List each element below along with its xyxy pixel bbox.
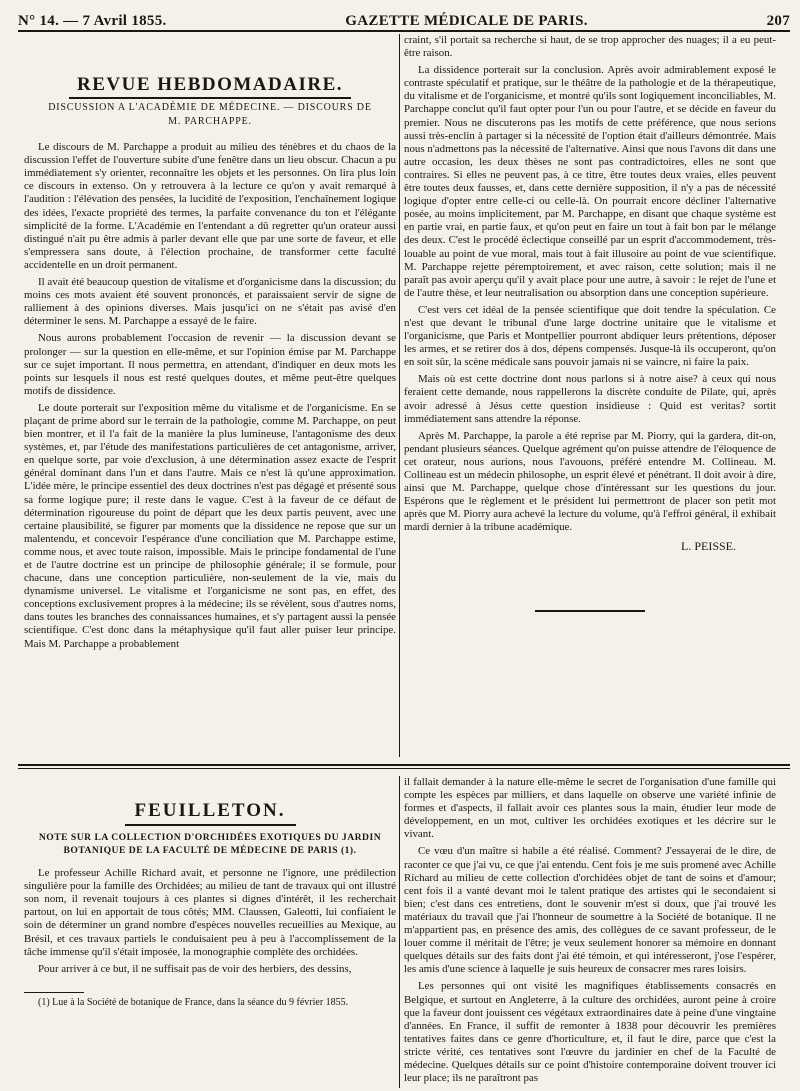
revue-cont-paragraph: Mais où est cette doctrine dont nous parlons si à notre aise? à ceux qui nous feraient cette demande, nous rappellerons la discrète conduite de Pilate, qui, après avoir adressé à Jésus cette question insidieuse : Quid est veritas? sortit immédiatement sans attendre la réponse. — [404, 373, 776, 425]
feuilleton-separator — [18, 764, 790, 766]
feuilleton-cont-paragraph: il fallait demander à la nature elle-même le secret de l'organisation d'une famille qui compte les espèces par milliers, et dans laquelle on observe une variété infinie de formes et d'aspects, il fallait avoir ces plantes sous la main, étudier leur mode de développement, en un mot, cultiver les orchidées exotiques et les décrire sur le vivant. — [404, 776, 776, 841]
end-rule — [535, 610, 645, 612]
signature: L. PEISSE. — [680, 539, 736, 554]
feuilleton-paragraph: Le professeur Achille Richard avait, et personne ne l'ignore, une prédilection singulière pour la famille des Orchidées; au milieu de tant de travaux qui ont illustré son nom, il revenait toujours à ces plantes si dignes d'intérêt, il les recherchait partout, on lui en apportait de tous côtés; MM. Claussen, Galeotti, lui confiaient le soin de déterminer un grand nombre d'espèces nouvelles recueillies au Mexique, au Brésil, et ces travaux partiels le conduisaient peu à peu à l'accomplissement de la tâche immense qu'il s'était imposée, la monographie complète des orchidées. — [24, 867, 396, 958]
feuilleton-cont-paragraph: Les personnes qui ont visité les magnifiques établissements consacrés en Belgique, et surtout en Angleterre, à la culture des orchidées, auront peine à croire que la faveur dont jouissent ces végétaux extraordinaires date à peine d'une vingtaine d'années. En France, il suffit de remonter à 1838 pour découvrir les premières tentatives faites dans ce genre d'horticulture, et, il faut le dire, parce que c'est la stricte vérité, ces tentatives sont l'œuvre du jardinier en chef de la Faculté de médecine. Quelques détails sur ce point d'histoire contemporaine doivent trouver ici leur place; ils ne paraîtront pas — [404, 980, 776, 1085]
revue-title: REVUE HEBDOMADAIRE. — [24, 78, 396, 91]
feuilleton-cont-paragraph: Ce vœu d'un maître si habile a été réalisé. Comment? J'essayerai de le dire, de raconter ce que j'ai vu, ce que j'ai entendu. Cent fois je me suis promené avec Achille Richard au milieu de cette collection d'orchidées objet de tant de soins et d'amour; cent fois il a vanté devant moi le talent pratique des artistes qui le secondaient si bien; c'est dans ces entretiens, dont le souvenir m'est si doux, que j'ai trouvé les matériaux du travail que j'ai l'honneur de soumettre à la Société de botanique. Il ne m'appartient pas, en présence des amis, des collègues de ce savant professeur, de le louer comme il méritait de l'être; je veux seulement honorer sa mémoire en donnant quelques détails sur des faits dont j'ai été témoin, et qui intéresseront, j'ose l'espérer, les amis d'une science à laquelle je suis heureux de consacrer mes rares loisirs. — [404, 845, 776, 976]
revue-cont-paragraph: Après M. Parchappe, la parole a été reprise par M. Piorry, qui la gardera, dit-on, pendant plusieurs séances. Quelque agrément qu'on puisse attendre de l'éloquence de cet orateur, nous aurions, nous l'avouons, préféré entendre M. Collineau. M. Collineau est un médecin philosophe, un esprit élevé et pénétrant. Il doit avoir à dire, ainsi que M. Parchappe, quelque chose d'intéressant sur les questions du jour. Espérons que le règlement et le président lui permettront de placer son petit mot après que M. Piorry aura achevé la lecture du volume, qu'à l'effroi général, il exhibait mardi dernier à la tribune académique. — [404, 429, 776, 534]
revue-column — [24, 34, 396, 757]
revue-cont-paragraph: craint, s'il portait sa recherche si haut, de se trop approcher des nuages; il a eu peut-être raison. — [404, 34, 776, 60]
feuilleton-continued-column — [404, 776, 776, 1088]
revue-cont-paragraph: La dissidence porterait sur la conclusion. Après avoir admirablement exposé le contraste spéculatif et pratique, sur le théâtre de la pathologie et de la thérapeutique, du vitalisme et de l'organicisme, et montré qu'ils sont logiquement inconciliables, M. Parchappe conclut qu'il faut opter pour l'un ou pour l'autre, et se décide en faveur du premier. Nous ne discuterons pas les motifs de cette préférence, que nous serions aussi très-enclin à partager si la nécessité de l'option était d'ailleurs démontrée. Mais nous n'admettons pas la nécessité de l'alternative. Ainsi que nous l'avons dit dans une autre occasion, les deux thèses ne sont pas contradictoires, elles ne sont que contraires. Si elles ne peuvent pas, à ce titre, être toutes deux vraies, elles peuvent être toutes deux fausses, et, dans cette dernière supposition, il n'y a pas de nécessité logique d'opter entre celle-ci ou celle-là. On pourrait encore décliner l'alternative posée, au moins implicitement, par M. Parchappe, en disant que chaque système est en partie vrai, en partie faux, et qu'on peut en faire un tout à fait bon par le mélange des deux. C'est le procédé éclectique conseillé par un esprit d'accommodement, très-louable au point de vue moral, mais tout à fait illusoire au point de vue scientifique. M. Parchappe rejette péremptoirement, et avec raison, cette solution; mais il ne paraît pas avoir aperçu qu'il y avait place pour une autre, à savoir : le rejet de l'une et de l'autre thèse, et leur neutralisation ou absorption dans une conception supérieure. — [404, 64, 776, 299]
revue-paragraph: Il avait été beaucoup question de vitalisme et d'organicisme dans la discussion; du moins ces mots avaient été souvent prononcés, et paraissaient servir de signe de ralliement à des opinions diverses. Mais jusqu'ici on ne s'était pas avisé d'en déterminer le sens. M. Parchappe a essayé de le faire. — [24, 276, 396, 328]
revue-subtitle: DISCUSSION A L'ACADÉMIE DE MÉDECINE. — DISCOURS DE M. PARCHAPPE. — [48, 102, 372, 128]
column-divider — [399, 34, 400, 757]
revue-paragraph: Nous aurons probablement l'occasion de revenir — la discussion devant se prolonger — sur la question en elle-même, et sur l'opinion émise par M. Parchappe sur ce sujet important. Il nous permettra, en attendant, d'indiquer en deux mots les points sur lesquels il nous est resté quelques doutes, et même peut-être quelques motifs de dissidence. — [24, 332, 396, 397]
feuilleton-title: FEUILLETON. — [24, 804, 396, 817]
feuilleton-paragraph: Pour arriver à ce but, il ne suffisait pas de voir des herbiers, des dessins, — [38, 962, 352, 975]
feuilleton-separator-thin — [18, 768, 790, 769]
note-title: NOTE SUR LA COLLECTION D'ORCHIDÉES EXOTIQUES DU JARDIN BOTANIQUE DE LA FACULTÉ DE MÉDECINE DE PARIS (1). — [38, 832, 382, 857]
revue-paragraph: Le discours de M. Parchappe a produit au milieu des ténèbres et du chaos de la discussion l'effet de l'ouverture subite d'une fenêtre dans un lieu obscur. Chacun a pu immédiatement s'y orienter, reconnaître les objets et les personnes. On lira plus loin ce discours in extenso. On y retrouvera à la lecture ce qu'on y avait remarqué à l'audition : l'élévation des pensées, la lucidité de l'exposition, l'enchaînement logique des idées, l'exacte propriété des termes, la parfaite convenance du ton et l'élégante simplicité de la forme. L'Académie en l'entendant a dû regretter qu'un orateur aussi distingué n'ait pu être admis à parler devant elle que par une sorte de faveur, et elle s'empressera sans doute, à l'élection prochaine, de transformer cette faculté accidentelle en un droit permanent. — [24, 141, 396, 271]
revue-paragraph: Le doute porterait sur l'exposition même du vitalisme et de l'organicisme. En se plaçant de prime abord sur le terrain de la pathologie, comme M. Parchappe, on peut bien montrer, et il l'a fait de la manière la plus lumineuse, l'antagonisme des deux systèmes, et, par l'étude des manifestations particulières de cet antagonisme, arriver, en quelque sorte, par voie d'exclusion, à une détermination assez exacte de l'esprit général dominant dans l'un et dans l'autre. Mais ce n'est là qu'une approximation. L'idée mère, le principe essentiel des deux doctrines n'est pas dégagé et présenté sous sa forme logique pure; il reste dans le vague. C'est à la faveur de ce défaut de détermination rigoureuse du point de départ que les deux partis peuvent, avec une certaine plausibilité, se figurer par moments que la dissidence ne repose que sur un malentendu, et concevoir l'espérance d'une conciliation que M. Parchappe estime, comme nous, et avec toute raison, impossible. Mais le principe fondamental de l'une et de l'autre doctrine est un principe de philosophie générale; il se formule, pour chacune, dans une conception particulière, non-seulement de la vie, mais du dynamisme universel. Le vitalisme et l'organicisme ne sont pas, en effet, des conceptions exclusivement propres à la médecine; ils se révèlent, sous d'autres noms, dans toutes les branches des connaissances humaines, et s'y partagent aussi la pensée scientifique. C'est donc dans la métaphysique qu'il faut aller puiser leur principe. Mais M. Parchappe a probablement — [24, 401, 396, 650]
revue-continued-column — [404, 34, 776, 757]
footnote: (1) Lue à la Société de botanique de France, dans la séance du 9 février 1855. — [38, 996, 349, 1008]
issue-date: N° 14. — 7 Avril 1855. — [18, 13, 167, 29]
feuilleton-column — [24, 776, 396, 1088]
revue-cont-paragraph: C'est vers cet idéal de la pensée scientifique que doit tendre la spéculation. Ce n'est que devant le tribunal d'une large doctrine unitaire que le vitalisme et l'organicisme, que Paris et Montpellier pourront abdiquer leurs prétentions, déposer les armes, et se retirer dos à dos, dépens compensés. Jusque-là ils occuperont, qu'on en soit sûr, la scène médicale sans pouvoir jamais ni se vaincre, ni faire la paix. — [404, 303, 776, 369]
footnote-rule — [24, 992, 84, 993]
masthead — [18, 8, 790, 32]
feuilleton-column-divider — [399, 776, 400, 1088]
journal-title: GAZETTE MÉDICALE DE PARIS. — [345, 13, 588, 29]
page-number: 207 — [766, 13, 790, 29]
